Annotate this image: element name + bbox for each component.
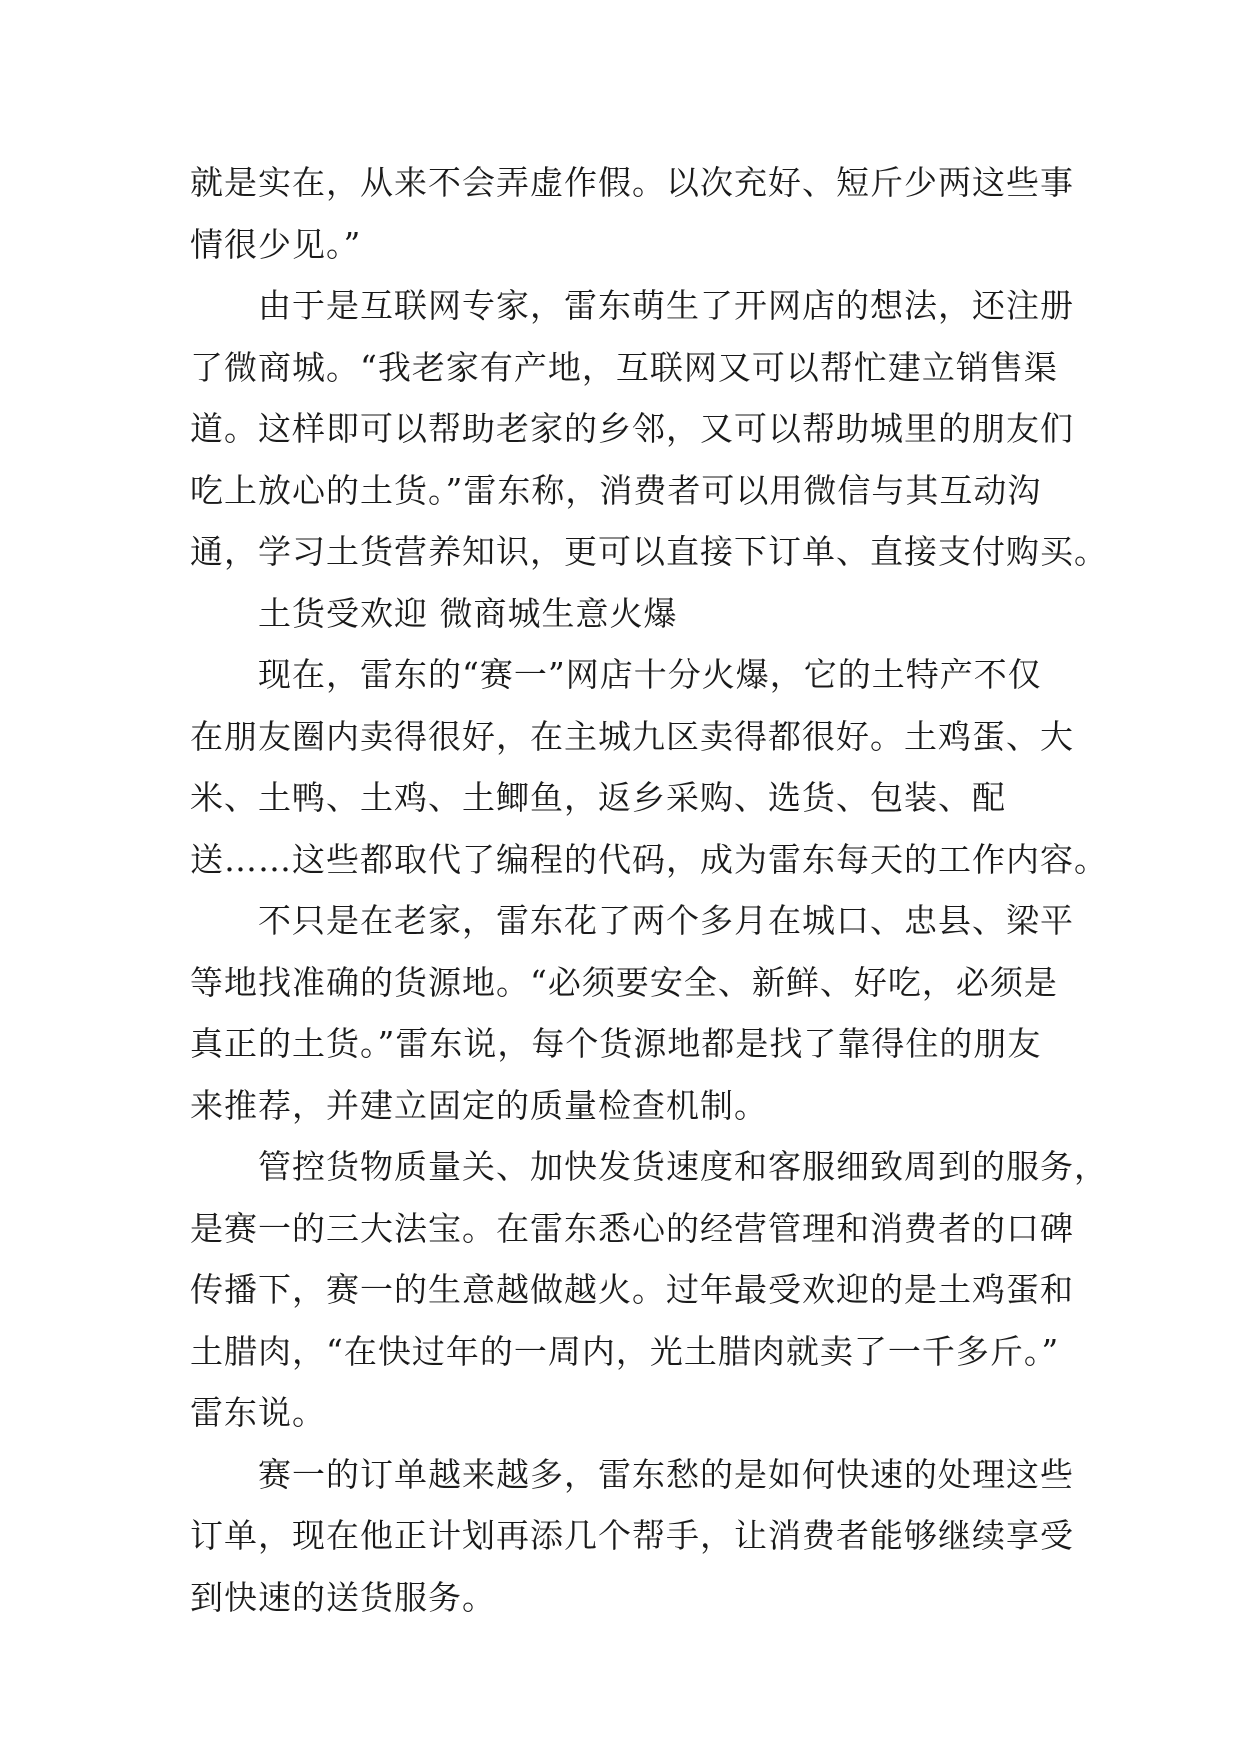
paragraph-1 [190, 152, 1074, 275]
article-body [190, 152, 1108, 1628]
text-line: 米、土鸭、土鸡、土鲫鱼，返乡采购、选货、包装、配 [190, 778, 1006, 817]
paragraph-4 [190, 890, 1074, 1136]
text-line: 在朋友圈内卖得很好，在主城九区卖得都很好。土鸡蛋、大 [190, 716, 1074, 756]
subheading-text: 土货受欢迎 微商城生意火爆 [190, 593, 678, 633]
text-line: 真正的土货。”雷东说，每个货源地都是找了靠得住的朋友 [190, 1024, 1042, 1063]
paragraph-2 [190, 275, 1108, 583]
text-line: 吃上放心的土货。”雷东称，消费者可以用微信与其互动沟 [190, 470, 1042, 510]
text-line: 送……这些都取代了编程的代码，成为雷东每天的工作内容。 [190, 839, 1108, 879]
text-line: 情很少见。” [190, 224, 362, 264]
text-line: 现在，雷东的“赛一”网店十分火爆，它的土特产不仅 [190, 655, 1042, 694]
text-line: 管控货物质量关、加快发货速度和客服细致周到的服务， [190, 1147, 1108, 1186]
text-line: 土腊肉，“在快过年的一周内，光土腊肉就卖了一千多斤。” [190, 1331, 1060, 1371]
text-line: 订单，现在他正计划再添几个帮手，让消费者能够继续享受 [190, 1516, 1074, 1555]
text-line: 到快速的送货服务。 [190, 1577, 496, 1617]
text-line: 来推荐，并建立固定的质量检查机制。 [190, 1085, 768, 1125]
text-line: 由于是互联网专家，雷东萌生了开网店的想法，还注册 [190, 286, 1074, 325]
text-line: 是赛一的三大法宝。在雷东悉心的经营管理和消费者的口碑 [190, 1208, 1074, 1248]
text-line: 赛一的订单越来越多，雷东愁的是如何快速的处理这些 [190, 1454, 1074, 1494]
text-line: 道。这样即可以帮助老家的乡邻，又可以帮助城里的朋友们 [190, 409, 1074, 448]
paragraph-5 [190, 1136, 1108, 1444]
text-line: 就是实在，从来不会弄虚作假。以次充好、短斤少两这些事 [190, 163, 1074, 202]
text-line: 雷东说。 [190, 1393, 326, 1432]
text-line: 传播下，赛一的生意越做越火。过年最受欢迎的是土鸡蛋和 [190, 1270, 1074, 1309]
paragraph-3 [190, 644, 1108, 890]
text-line: 等地找准确的货源地。“必须要安全、新鲜、好吃，必须是 [190, 962, 1058, 1002]
paragraph-6 [190, 1444, 1074, 1629]
text-line: 不只是在老家，雷东花了两个多月在城口、忠县、梁平 [190, 901, 1074, 940]
text-line: 了微商城。“我老家有产地，互联网又可以帮忙建立销售渠 [190, 347, 1058, 387]
text-line: 通，学习土货营养知识，更可以直接下订单、直接支付购买。 [190, 532, 1108, 571]
section-subheading [190, 583, 1050, 645]
